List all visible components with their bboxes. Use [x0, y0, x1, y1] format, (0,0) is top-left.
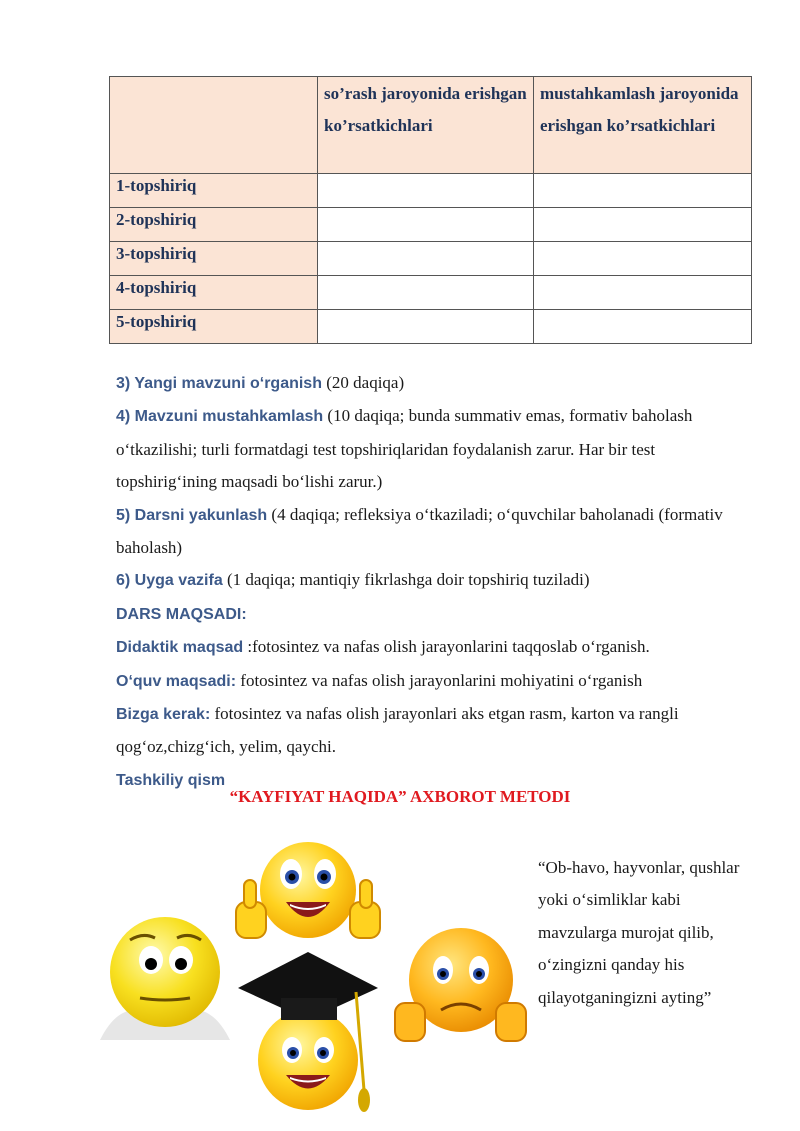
paragraph-text: (20 daqiqa) [321, 373, 405, 392]
paragraph-label: Didaktik maqsad [116, 639, 244, 657]
paragraph-label: O‘quv maqsadi: [116, 672, 237, 690]
table-cell [318, 242, 534, 276]
table-row [110, 276, 752, 310]
paragraph [116, 631, 756, 664]
table-cell [534, 208, 752, 242]
table-header-cell [110, 77, 318, 174]
table-cell [318, 310, 534, 344]
paragraph [116, 400, 756, 498]
smiley-sad-icon [393, 918, 528, 1048]
table-row [110, 208, 752, 242]
row-label: 2-topshiriq [110, 208, 318, 242]
paragraph-text: :fotosintez va nafas olish jarayonlarini taqqoslab o‘rganish. [243, 637, 650, 657]
paragraph [116, 665, 756, 698]
paragraph-text: fotosintez va nafas olish jarayonlarini mohiyatini o‘rganish [236, 670, 643, 690]
table-row [110, 242, 752, 276]
table-header-cell: mustahkamlash jaroyonida erishgan ko’rsatkichlari [534, 77, 752, 174]
mood-quote: “Ob-havo, hayvonlar, qushlar yoki o‘simliklar kabi mavzularga murojat qilib, o‘zingizni qanday his qilayotganingizni ayting” [538, 858, 740, 1007]
table-cell [318, 174, 534, 208]
table-header-row [110, 77, 752, 174]
row-label: 5-topshiriq [110, 310, 318, 344]
table-cell [534, 276, 752, 310]
table-cell [534, 174, 752, 208]
paragraph [116, 499, 756, 565]
lesson-plan-text [116, 367, 756, 797]
table-cell [534, 242, 752, 276]
row-label: 1-topshiriq [110, 174, 318, 208]
paragraph [116, 698, 756, 764]
method-title: “KAYFIYAT HAQIDA” AXBOROT METODI [229, 787, 571, 806]
smiley-thumbs-up-icon [228, 832, 388, 952]
row-label: 3-topshiriq [110, 242, 318, 276]
paragraph-label: 4) Mavzuni mustahkamlash [116, 408, 324, 426]
paragraph-label: 6) Uyga vazifa [116, 572, 223, 590]
paragraph [116, 598, 756, 631]
table-cell [318, 208, 534, 242]
paragraph-label: 5) Darsni yakunlash [116, 506, 268, 524]
paragraph-text: (4 daqiqa; refleksiya o‘tkaziladi; o‘quvchilar baholanadi (formativ baholash) [116, 504, 723, 558]
table-row [110, 174, 752, 208]
results-table [109, 76, 752, 344]
smiley-graduate-icon [236, 950, 386, 1131]
table-header-cell: so’rash jaroyonida erishgan ko’rsatkichlari [318, 77, 534, 174]
section-heading: Tashkiliy qism [116, 771, 226, 789]
paragraph-label: Bizga kerak: [116, 706, 211, 724]
paragraph [116, 564, 756, 597]
section-heading: DARS MAQSADI: [116, 605, 247, 623]
paragraph [116, 367, 756, 400]
table-cell [534, 310, 752, 344]
paragraph-text: (10 daqiqa; bunda summativ emas, formativ baholash o‘tkazilishi; turli formatdagi test topshiriqlaridan foydalanish zarur. Har bir test topshirig‘ining maqsadi bo‘lishi zarur.) [116, 406, 693, 492]
paragraph-text: (1 daqiqa; mantiqiy fikrlashga doir topshiriq tuziladi) [222, 570, 590, 590]
table-cell [318, 276, 534, 310]
paragraph-label: 3) Yangi mavzuni o‘rganish [116, 375, 322, 392]
row-label: 4-topshiriq [110, 276, 318, 310]
smiley-neutral-icon [95, 910, 235, 1050]
table-row [110, 310, 752, 344]
paragraph-text: fotosintez va nafas olish jarayonlari aks etgan rasm, karton va rangli qog‘oz,chizg‘ich, yelim, qaychi. [116, 704, 679, 757]
